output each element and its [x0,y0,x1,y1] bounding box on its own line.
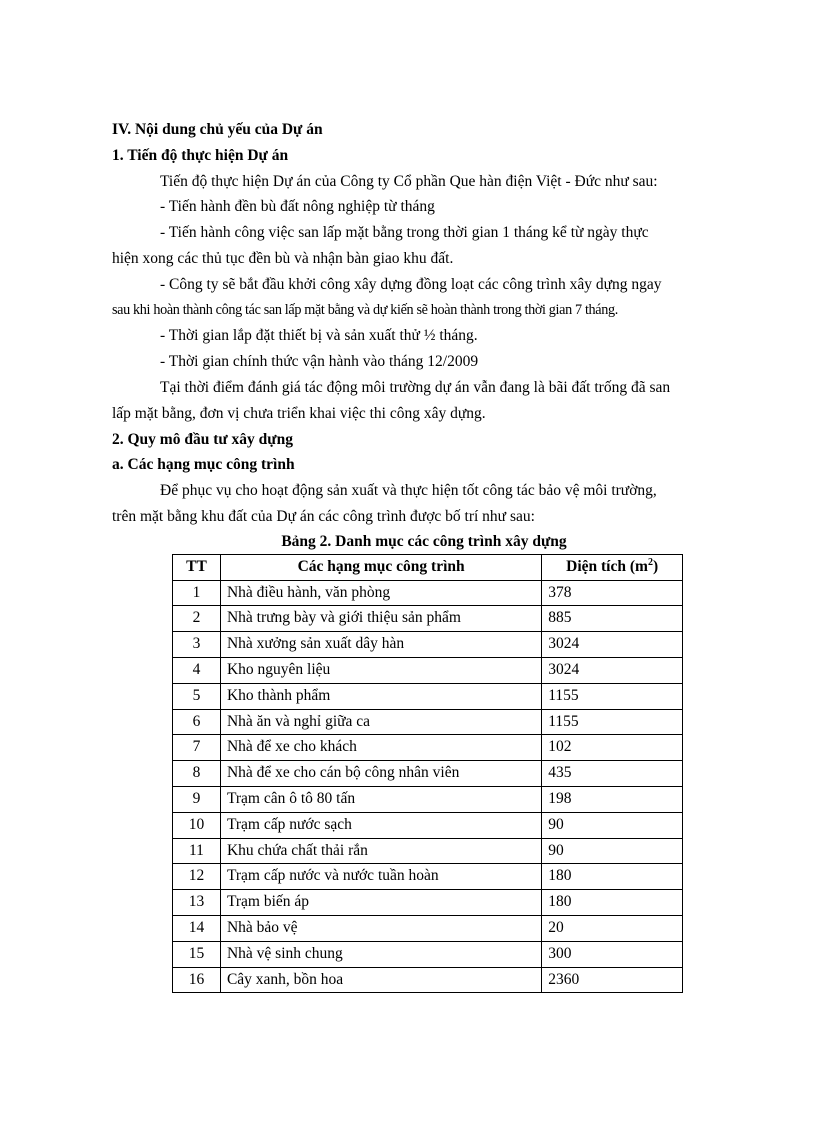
item-area: 435 [542,761,683,787]
subsection-title-scale: 2. Quy mô đầu tư xây dựng [112,430,293,448]
header-tt: TT [173,554,221,580]
table-row [173,838,683,864]
table-row [173,941,683,967]
item-area: 1155 [542,683,683,709]
paragraph: lấp mặt bằng, đơn vị chưa triển khai việc thi công xây dựng. [112,404,486,422]
row-number: 12 [173,864,221,890]
item-area: 3024 [542,657,683,683]
row-number: 10 [173,812,221,838]
item-name: Kho thành phẩm [220,683,541,709]
table-row [173,709,683,735]
paragraph: - Thời gian lắp đặt thiết bị và sản xuất thử ½ tháng. [160,327,478,345]
paragraph: - Công ty sẽ bắt đầu khởi công xây dựng đồng loạt các công trình xây dựng ngay [160,275,662,293]
table-header-row [173,554,683,580]
section-title: IV. Nội dung chủ yếu của Dự án [112,121,323,138]
row-number: 11 [173,838,221,864]
row-number: 2 [173,606,221,632]
item-area: 3024 [542,632,683,658]
header-item-name: Các hạng mục công trình [220,554,541,580]
table-row [173,890,683,916]
item-area: 300 [542,941,683,967]
item-area: 180 [542,890,683,916]
row-number: 3 [173,632,221,658]
item-name: Trạm cân ô tô 80 tấn [220,786,541,812]
item-name: Nhà vệ sinh chung [220,941,541,967]
document-page [112,117,712,993]
table-row [173,864,683,890]
paragraph: Để phục vụ cho hoạt động sản xuất và thực hiện tốt công tác bảo vệ môi trường, [160,482,657,500]
item-name: Cây xanh, bồn hoa [220,967,541,993]
table-row [173,580,683,606]
paragraph: hiện xong các thủ tục đền bù và nhận bàn giao khu đất. [112,249,454,267]
table-row [173,967,683,993]
paragraph: Tại thời điểm đánh giá tác động môi trường dự án vẫn đang là bãi đất trống đã san [160,378,671,396]
paragraph: Tiến độ thực hiện Dự án của Công ty Cổ phần Que hàn điện Việt - Đức như sau: [160,172,658,190]
subsection-title-schedule: 1. Tiến độ thực hiện Dự án [112,146,289,164]
table-row [173,735,683,761]
row-number: 1 [173,580,221,606]
row-number: 8 [173,761,221,787]
item-name: Trạm biến áp [220,890,541,916]
item-name: Nhà trưng bày và giới thiệu sản phẩm [220,606,541,632]
table-row [173,812,683,838]
paragraph: - Tiến hành công việc san lấp mặt bằng trong thời gian 1 tháng kể từ ngày thực [160,224,649,242]
item-name: Nhà để xe cho khách [220,735,541,761]
table-row [173,657,683,683]
item-name: Nhà xưởng sản xuất dây hàn [220,632,541,658]
paragraph: trên mặt bằng khu đất của Dự án các công trình được bố trí như sau: [112,507,535,525]
item-area: 102 [542,735,683,761]
row-number: 4 [173,657,221,683]
table-row [173,683,683,709]
item-area: 20 [542,915,683,941]
row-number: 7 [173,735,221,761]
item-area: 2360 [542,967,683,993]
header-area: Diện tích $(m^2)$ [542,554,683,580]
item-area: 90 [542,838,683,864]
paragraph: - Tiến hành đền bù đất nông nghiệp từ tháng [160,198,435,216]
subsection-title-items: a. Các hạng mục công trình [112,456,295,474]
table-row [173,606,683,632]
row-number: 16 [173,967,221,993]
item-name: Kho nguyên liệu [220,657,541,683]
row-number: 13 [173,890,221,916]
item-area: 180 [542,864,683,890]
paragraph: sau khi hoàn thành công tác san lấp mặt bằng và dự kiến sẽ hoàn thành trong thời gian 7 tháng. [112,301,618,318]
item-name: Khu chứa chất thải rắn [220,838,541,864]
row-number: 14 [173,915,221,941]
item-name: Nhà bảo vệ [220,915,541,941]
item-area: 378 [542,580,683,606]
table-row [173,761,683,787]
row-number: 15 [173,941,221,967]
item-name: Nhà ăn và nghỉ giữa ca [220,709,541,735]
item-name: Trạm cấp nước sạch [220,812,541,838]
row-number: 6 [173,709,221,735]
item-name: Nhà để xe cho cán bộ công nhân viên [220,761,541,787]
row-number: 5 [173,683,221,709]
item-area: 885 [542,606,683,632]
table-row [173,786,683,812]
table-row [173,915,683,941]
paragraph: - Thời gian chính thức vận hành vào tháng 12/2009 [160,353,479,371]
item-name: Trạm cấp nước và nước tuần hoàn [220,864,541,890]
construction-items-table [172,554,683,994]
item-area: 1155 [542,709,683,735]
item-name: Nhà điều hành, văn phòng [220,580,541,606]
row-number: 9 [173,786,221,812]
table-row [173,632,683,658]
item-area: 198 [542,786,683,812]
table-caption: Bảng 2. Danh mục các công trình xây dựng [281,532,567,550]
item-area: 90 [542,812,683,838]
